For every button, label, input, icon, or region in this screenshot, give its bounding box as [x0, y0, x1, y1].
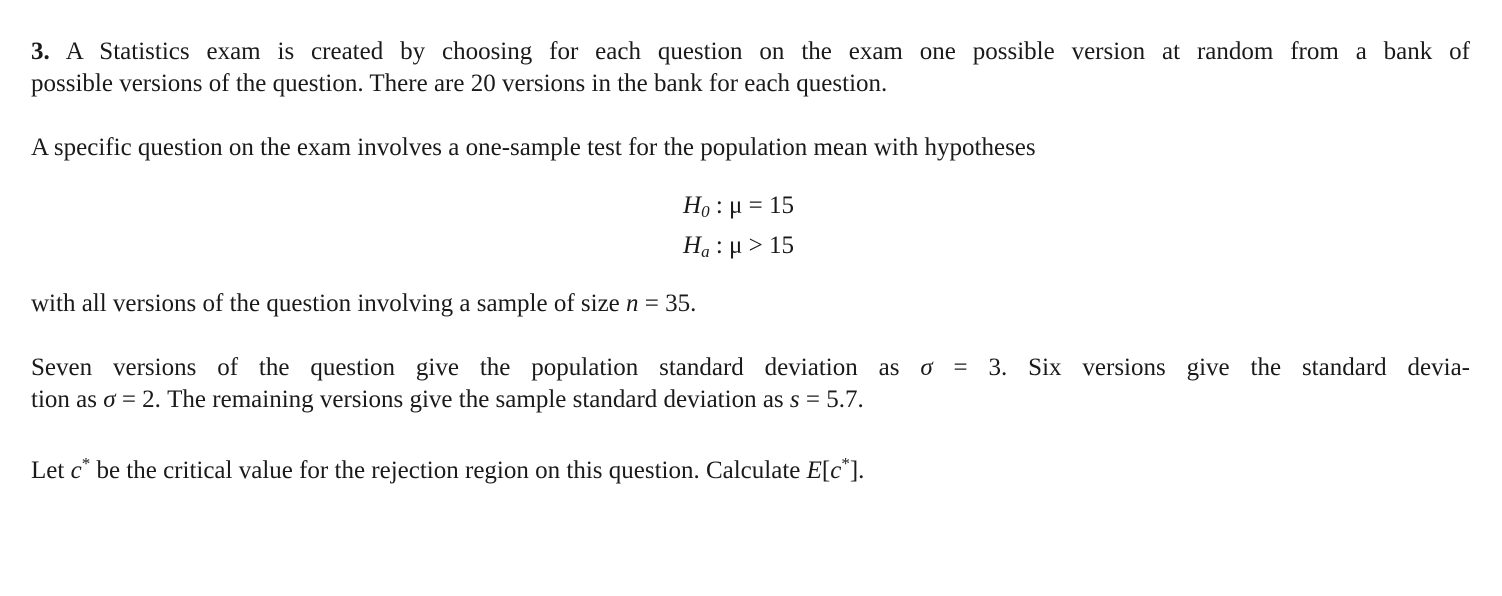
para5 [31, 448, 864, 487]
null-hypothesis [683, 190, 794, 228]
para4-line2 [31, 384, 864, 416]
para3-text: with all versions of the question involving a sample of size [31, 290, 627, 317]
sigma-symbol-1: σ [920, 354, 933, 381]
para4-line1 [31, 352, 1470, 384]
critical-value-star: * [81, 454, 91, 473]
problem-number: 3. [31, 38, 50, 65]
bracket-close: ]. [849, 457, 865, 484]
null-hypothesis-relation: : μ = 15 [715, 192, 795, 219]
alt-hypothesis-symbol: $H_a$ [683, 232, 710, 261]
para1-line2: possible versions of the question. There are 20 versions in the bank for each question. [31, 70, 888, 97]
critical-value-symbol: c [70, 457, 82, 484]
para5-b: be the critical value for the rejection region on this question. Calculate [90, 457, 807, 484]
para2: A specific question on the exam involves a one-sample test for the population mean with hypotheses [31, 134, 1036, 161]
para4-line2-c: = 5.7. [799, 386, 864, 413]
expectation-symbol: E [806, 457, 822, 484]
sigma-symbol-2: σ [103, 386, 116, 413]
sample-size-value: = 35. [638, 290, 697, 317]
alt-hypothesis [683, 230, 794, 268]
sample-size-var: n [626, 290, 639, 317]
null-hypothesis-subscript: 0 [701, 202, 710, 221]
null-hypothesis-symbol: $H_0$ [683, 192, 710, 221]
para4-line1-a: Seven versions of the question give the population standard deviation as [31, 354, 921, 381]
para4-line2-b: = 2. The remaining versions give the sample standard deviation as [115, 386, 790, 413]
alt-hypothesis-subscript: a [701, 242, 710, 261]
s-symbol: s [789, 386, 800, 413]
para4-line2-a: tion as [31, 386, 104, 413]
para1-line1-text: A Statistics exam is created by choosing for each question on the exam one possible version at random from a bank of [65, 38, 1470, 65]
critical-value-symbol-2: c [830, 457, 842, 484]
bracket-open: [ [821, 457, 831, 484]
para4-line1-b: = 3. Six versions give the standard devia- [932, 354, 1470, 381]
critical-value-star-2: * [841, 454, 850, 473]
para5-a: Let [31, 457, 71, 484]
para3 [31, 288, 696, 320]
alt-hypothesis-relation: : μ > 15 [715, 232, 795, 259]
para1-line1 [31, 36, 1470, 68]
